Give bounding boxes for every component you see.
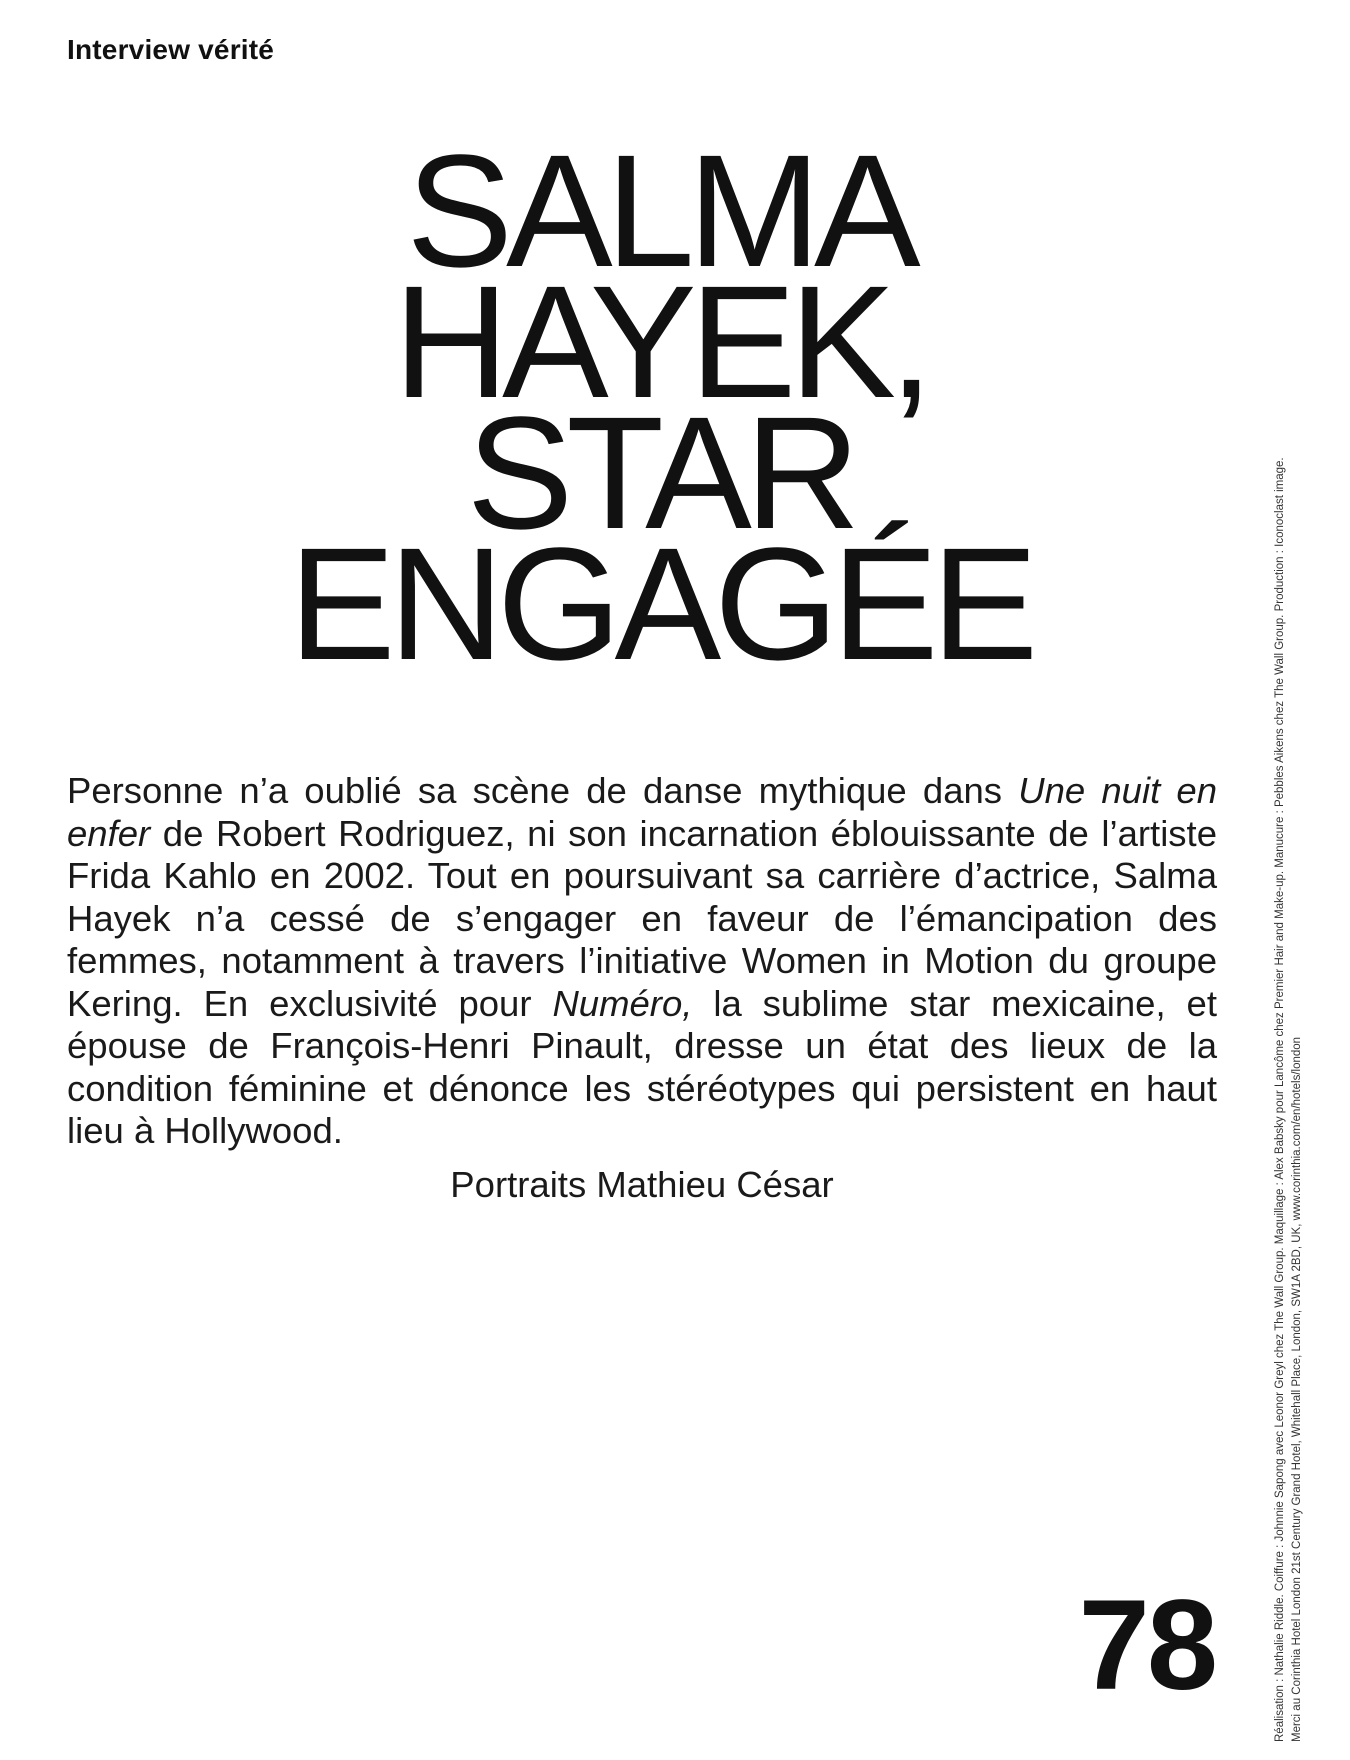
headline-line-3: STAR xyxy=(466,383,854,562)
side-credits xyxy=(1272,52,1306,1742)
headline-line-1: SALMA xyxy=(406,121,914,300)
intro-text-part-2: de Robert Rodriguez, ni son incarnation éblouissante de l’artiste Frida Kahlo en 2002. Tout en poursuivant sa carrière d’actrice, Salma Hayek n’a cessé de s’engager en faveur de l’émancipation des femmes, notamment à travers l’initiative Women in Motion du groupe Kering. En exclusivité pour xyxy=(67,812,1217,1024)
page-number: 78 xyxy=(1078,1574,1215,1717)
headline-line-4: ENGAGÉE xyxy=(288,514,1032,693)
magazine-name: Numéro, xyxy=(552,982,693,1024)
headline-line-2: HAYEK, xyxy=(393,252,927,431)
intro-text-part-3: la sublime star mexicaine, et épouse de François-Henri Pinault, dresse un état des lieux de la condition féminine et dénonce les stéréotypes qui persistent en haut lieu à Hollywood. xyxy=(67,982,1217,1151)
photo-credit: Portraits Mathieu César xyxy=(450,1164,834,1205)
side-credits-line-1: Réalisation : Nathalie Riddle. Coiffure : Johnnie Sapong avec Leonor Greyl chez The Wall Group. Maquillage : Alex Babsky pour Lancôme chez Premier Hair and Make-up. Manucure : Pebbles Aikens chez The Wall Group. Production : Iconoclast image. xyxy=(1274,457,1286,1742)
intro-paragraph xyxy=(67,770,1217,1153)
film-title: Une nuit en enfer xyxy=(67,770,1217,854)
section-label: Interview vérité xyxy=(67,34,275,65)
headline xyxy=(230,121,1090,693)
intro-text-part-1: Personne n’a oublié sa scène de danse mythique dans xyxy=(67,770,1019,811)
side-credits-line-2: Merci au Corinthia Hotel London 21st Century Grand Hotel, Whitehall Place, London, SW1A 2BD, UK, www.corinthia.com/en/hotels/london xyxy=(1291,1036,1303,1742)
